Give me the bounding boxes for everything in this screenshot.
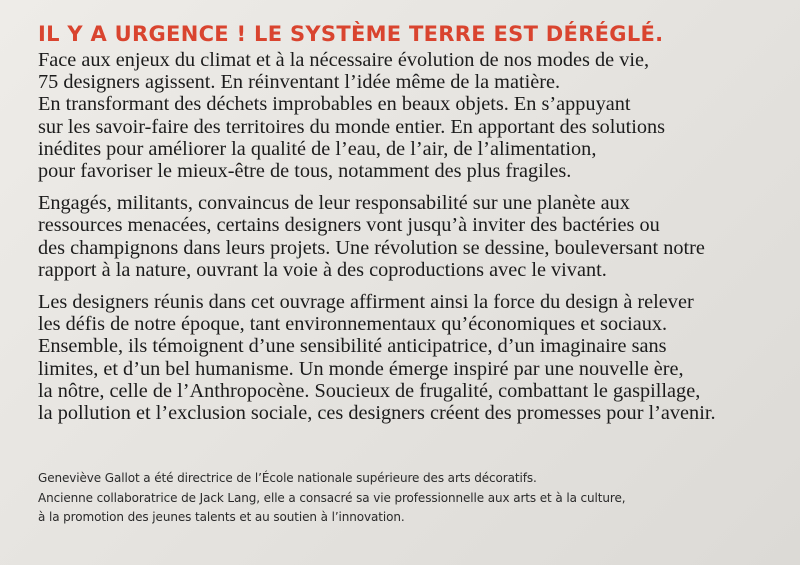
bio-line: Geneviève Gallot a été directrice de l’École nationale supérieure des arts décoratifs. [38, 471, 537, 485]
bio-line: Ancienne collaboratrice de Jack Lang, elle a consacré sa vie professionnelle aux arts et à la culture, [38, 490, 626, 505]
author-bio [38, 469, 788, 528]
text-line: Les designers réunis dans cet ouvrage affirment ainsi la force du design à relever [38, 291, 694, 314]
text-line: inédites pour améliorer la qualité de l’eau, de l’air, de l’alimentation, [38, 137, 597, 160]
text-line: En transformant des déchets improbables en beaux objets. En s’appuyant [38, 93, 631, 116]
text-line: rapport à la nature, ouvrant la voie à des coproductions avec le vivant. [38, 258, 607, 281]
text-line: ressources menacées, certains designers vont jusqu’à inviter des bactéries ou [38, 214, 660, 237]
text-line: sur les savoir-faire des territoires du monde entier. En apportant des solutions [38, 115, 666, 138]
text-line: limites, et d’un bel humanisme. Un monde émerge inspiré par une nouvelle ère, [38, 357, 684, 380]
body-text [38, 49, 788, 434]
text-line: 75 designers agissent. En réinventant l’idée même de la matière. [38, 71, 561, 94]
paragraph-1 [38, 49, 788, 182]
paragraph-3 [38, 291, 788, 424]
text-line: Engagés, militants, convaincus de leur responsabilité sur une planète aux [38, 192, 630, 215]
bio-line: à la promotion des jeunes talents et au soutien à l’innovation. [38, 510, 405, 524]
text-line: Face aux enjeux du climat et à la nécessaire évolution de nos modes de vie, [38, 49, 650, 71]
text-line: des champignons dans leurs projets. Une révolution se dessine, bouleversant notre [38, 236, 705, 259]
text-line: pour favoriser le mieux-être de tous, notamment des plus fragiles. [38, 160, 572, 183]
text-line: les défis de notre époque, tant environnementaux qu’économiques et sociaux. [38, 313, 668, 336]
paragraph-2 [38, 192, 788, 281]
text-line: la nôtre, celle de l’Anthropocène. Soucieux de frugalité, combattant le gaspillage, [38, 379, 701, 402]
text-line: Ensemble, ils témoignent d’une sensibilité anticipatrice, d’un imaginaire sans [38, 335, 667, 358]
headline: IL Y A URGENCE ! LE SYSTÈME TERRE EST DÉRÉGLÉ. [38, 22, 664, 46]
text-line: la pollution et l’exclusion sociale, ces designers créent des promesses pour l’avenir. [38, 402, 716, 425]
